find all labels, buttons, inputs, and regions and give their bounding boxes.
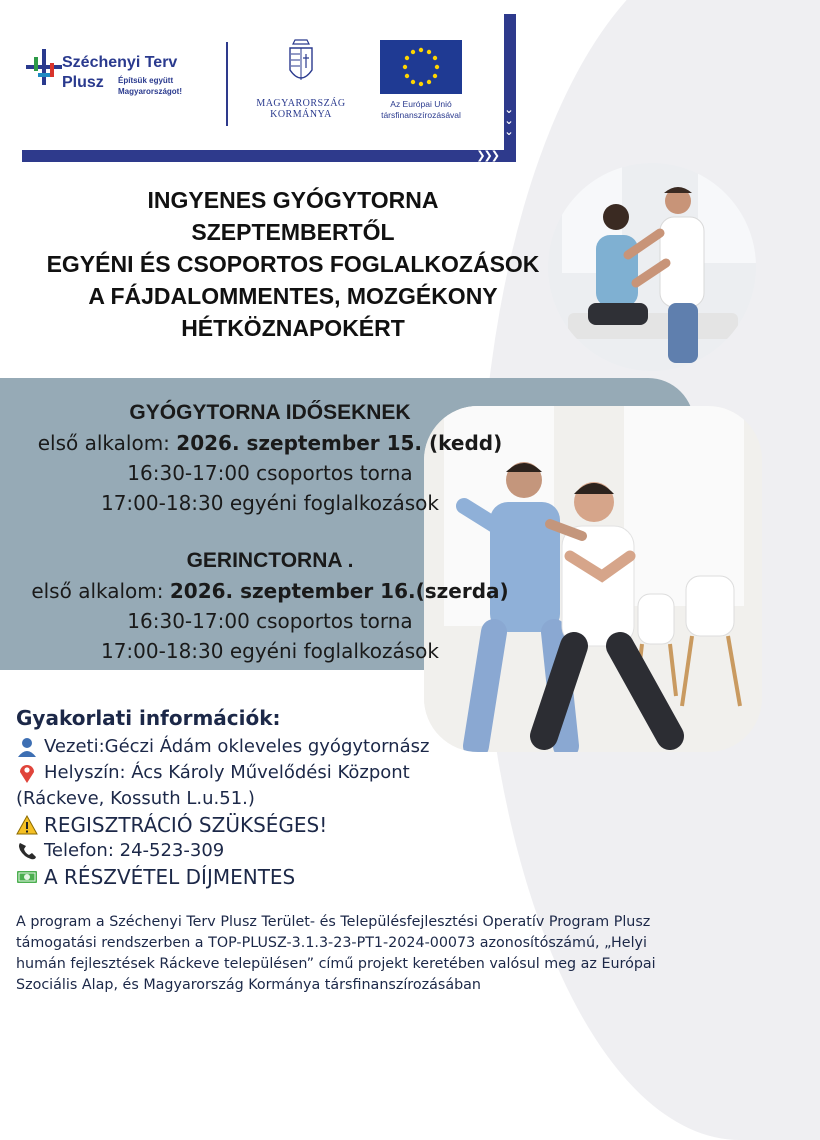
eu-line2: társfinanszírozásával [381,110,461,120]
coat-of-arms-icon [287,38,315,88]
warning-icon [16,815,38,835]
eu-flag-icon [380,40,462,94]
szechenyi-terv-logo [22,44,212,124]
session-first-date [0,428,540,458]
session-individual-time: 17:00-18:30 egyéni foglalkozások [100,639,440,663]
location-text: Helyszín: Ács Károly Művelődési Központ [44,762,410,783]
location-pin-icon [16,763,38,783]
session-title: GYÓGYTORNA IDŐSEKNEK [129,401,411,424]
footer-line: humán fejlesztések Ráckeve településen” című projekt keretében valósul meg az Európai [16,956,656,972]
headline-line: A FÁJDALOMMENTES, MOZGÉKONY [88,283,498,309]
footer-note [16,912,806,996]
phone-icon [16,841,38,861]
first-date-label: első alkalom: [31,579,170,603]
physiotherapy-photo-1 [548,163,756,371]
info-title: Gyakorlati információk: [16,706,281,730]
headline-line: HÉTKÖZNAPOKÉRT [181,315,405,341]
gov-line2: KORMÁNYA [270,109,332,120]
header-frame-right [504,14,516,162]
footer-line: támogatási rendszerben a TOP-PLUSZ-3.1.3-23-PT1-2024-00073 azonosítószámú, „Helyi [16,935,647,951]
registration-text: REGISZTRÁCIÓ SZÜKSÉGES! [44,813,328,837]
leader-text: Vezeti:Géczi Ádám okleveles gyógytornász [44,736,430,757]
headline-line: INGYENES GYÓGYTORNA [147,187,439,213]
person-icon [16,737,38,757]
info-leader [16,734,576,760]
session-group-time: 16:30-17:00 csoportos torna [127,461,413,485]
schedule [0,398,540,666]
info-free [16,864,576,890]
chevrons-horizontal-icon: ❯❯❯ [476,149,498,162]
gov-line1: MAGYARORSZÁG [256,98,346,109]
footer-line: Szociális Alap, és Magyarország Kormánya társfinanszírozásában [16,977,481,993]
session-individual-time: 17:00-18:30 egyéni foglalkozások [100,491,440,515]
header-logos [22,14,516,162]
footer-line: A program a Széchenyi Terv Plusz Terület- és Településfejlesztési Operatív Program Plusz [16,914,651,930]
session-first-date [0,576,540,606]
address-text: (Ráckeve, Kossuth L.u.51.) [16,788,255,809]
header-frame-bottom [22,150,504,162]
headline-line: SZEPTEMBERTŐL [191,219,395,245]
szechenyi-title: Széchenyi Terv [62,54,178,71]
free-text: A RÉSZVÉTEL DÍJMENTES [44,865,296,889]
money-icon [16,867,38,887]
headline-line: EGYÉNI ÉS CSOPORTOS FOGLALKOZÁSOK [46,251,540,277]
info-location [16,760,576,786]
session-title: GERINCTORNA . [186,549,354,572]
session-group-time: 16:30-17:00 csoportos torna [127,609,413,633]
headline [16,184,570,344]
info-phone [16,838,576,864]
info-list [16,734,576,890]
first-date-label: első alkalom: [37,431,177,455]
info-address [16,786,576,812]
info-registration [16,812,576,838]
szechenyi-plus: Plusz [62,74,104,91]
szechenyi-slogan: Építsük együtt Magyarországot! [118,76,183,96]
hungarian-government-logo [246,38,356,120]
szechenyi-cross-icon [24,47,64,87]
logo-divider [226,42,228,126]
chevrons-vertical-icon: ⌄ ⌄ ⌄ [504,103,514,138]
first-date-value: 2026. szeptember 15. (kedd) [176,431,503,455]
eu-line1: Az Európai Unió [390,99,452,109]
first-date-value: 2026. szeptember 16.(szerda) [169,579,509,603]
eu-logo [380,40,462,121]
phone-text[interactable]: Telefon: 24-523-309 [44,840,225,861]
